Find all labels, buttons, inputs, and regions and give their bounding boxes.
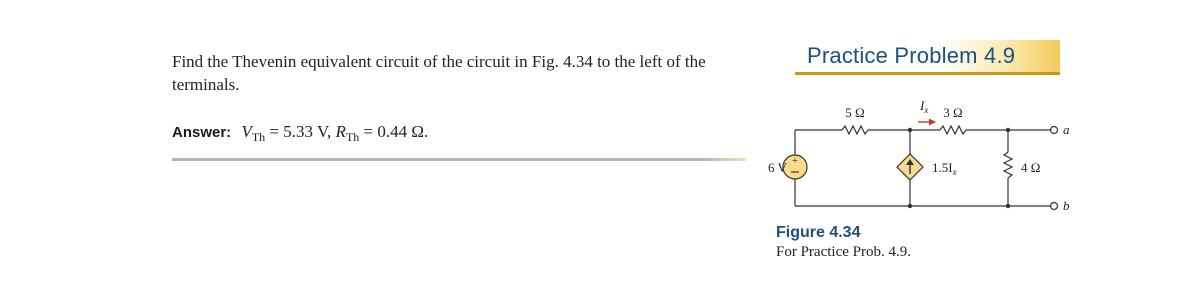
resistor-3-ohm-label: 3 Ω: [943, 105, 963, 120]
practice-problem-header: [795, 40, 1060, 75]
figure-caption: Figure 4.34: [776, 224, 861, 241]
current-arrow-icon: [918, 119, 936, 126]
v-th-subscript: Th: [251, 130, 266, 144]
resistor-4-ohm-label: 4 Ω: [1021, 160, 1041, 175]
circuit-diagram: [760, 90, 1090, 230]
current-ix-label: $I_x$: [920, 98, 929, 115]
junction-dots: [908, 128, 1010, 208]
terminal-circles: [1051, 127, 1058, 210]
voltage-source-label: 6 V: [768, 160, 787, 175]
terminal-b-label: b: [1063, 198, 1070, 213]
r-th-symbol: R: [335, 122, 346, 141]
resistor-5-ohm: [842, 126, 868, 134]
problem-statement: Find the Thevenin equivalent circuit of the circuit in Fig. 4.34 to the left of the terminals.: [172, 52, 706, 94]
r-th-value: = 0.44 Ω.: [363, 122, 429, 141]
terminal-a-label: a: [1063, 122, 1070, 137]
figure-description: For Practice Prob. 4.9.: [776, 244, 911, 260]
resistor-4-ohm: [1004, 152, 1012, 178]
resistor-5-ohm-label: 5 Ω: [845, 105, 865, 120]
resistor-3-ohm: [940, 126, 966, 134]
v-th-symbol: V: [241, 122, 252, 141]
answer-line: [172, 122, 428, 145]
svg-text:+: +: [791, 155, 799, 167]
v-th-value: = 5.33 V,: [269, 122, 332, 141]
r-th-subscript: Th: [345, 130, 360, 144]
section-divider: [172, 158, 746, 161]
answer-label: Answer:: [172, 124, 232, 141]
dependent-source-label: $1.5I_x$: [932, 160, 957, 177]
practice-problem-title: Practice Problem 4.9: [807, 43, 1016, 68]
dependent-current-source-icon: [897, 154, 923, 180]
